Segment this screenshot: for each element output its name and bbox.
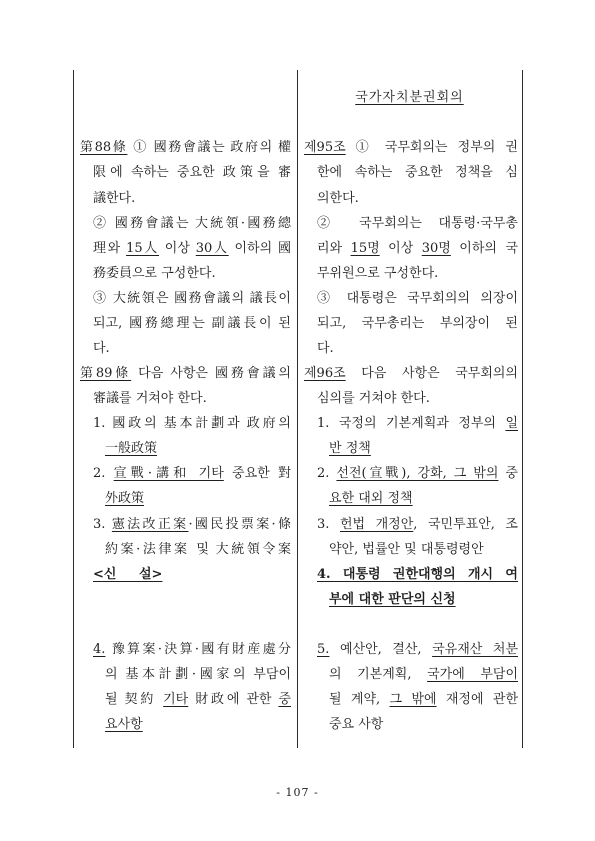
- text-line: [304, 712, 518, 737]
- article-96-label: 제96조: [304, 366, 346, 382]
- text-line: [304, 311, 518, 336]
- line-text: 이상: [158, 240, 196, 256]
- text-line: [80, 461, 291, 486]
- text-line: [304, 211, 518, 236]
- line-text: 다.: [93, 341, 110, 357]
- line-text: 한에 속하는 중요한 정책을 심: [317, 165, 518, 181]
- text-line: [80, 286, 291, 311]
- line-text: 예산안, 결산,: [329, 641, 433, 657]
- text-line: [80, 687, 291, 712]
- blank-line: [80, 587, 291, 612]
- line-text: , 국민투표안, 조: [413, 516, 518, 532]
- text-line: [80, 512, 291, 537]
- line-text: 이하의 국: [450, 240, 518, 256]
- text-line: [80, 336, 291, 361]
- line-text: 議한다.: [93, 190, 136, 206]
- amended-text: 15人: [126, 240, 159, 256]
- line-text: ③ 대통령은 국무회의의 의장이: [317, 290, 518, 306]
- proposed-text-column: [304, 135, 518, 737]
- line-text: ② 국무회의는 대통령·국무총: [317, 215, 518, 231]
- amended-text: 一般政策: [105, 441, 158, 457]
- text-line: [80, 562, 291, 587]
- text-line: [80, 411, 291, 436]
- amended-text: 국가에 부담이: [427, 667, 519, 683]
- text-line: [304, 236, 518, 261]
- text-line: [304, 687, 518, 712]
- amended-text: 30人: [195, 240, 229, 256]
- line-text: ·國民投票案·條: [188, 516, 291, 532]
- text-line: [80, 361, 291, 386]
- article-95-label: 제95조: [304, 140, 346, 156]
- amended-text: 30명: [421, 240, 451, 256]
- line-text: 1. 國政의 基本計劃과 政府의: [93, 416, 291, 432]
- text-line: [304, 537, 518, 562]
- line-text: 豫算案·決算·國有財産處分: [105, 641, 291, 657]
- text-line: [304, 637, 518, 662]
- text-line: [304, 587, 518, 612]
- new-provision-marker: <신 설>: [93, 566, 163, 582]
- amended-text: 선전(宣戰), 강화, 그 밖의: [336, 466, 499, 482]
- line-text: 리와: [317, 240, 351, 256]
- text-line: [80, 637, 291, 662]
- text-line: [304, 261, 518, 286]
- text-line: [304, 160, 518, 185]
- text-line: [80, 135, 291, 160]
- line-text: 재정에 관한: [436, 692, 519, 708]
- amended-text: 憲法改正案: [111, 516, 189, 532]
- line-text: 3.: [317, 516, 340, 532]
- text-line: [304, 562, 518, 587]
- amended-text: 그 밖에: [389, 692, 437, 708]
- right-column-header: 국가자치분권회의: [355, 89, 464, 105]
- amended-text: 4.: [93, 641, 106, 657]
- amended-text: 중: [278, 692, 291, 708]
- line-text: 務委員으로 구성한다.: [93, 265, 216, 281]
- text-line: [80, 436, 291, 461]
- text-line: [80, 662, 291, 687]
- text-line: [304, 436, 518, 461]
- line-text: 3.: [93, 516, 112, 532]
- text-line: [304, 461, 518, 486]
- line-text: 約案·法律案 및 大統領令案: [105, 541, 291, 557]
- line-text: 될 계약,: [329, 692, 390, 708]
- line-text: ① 국무회의는 정부의 권: [345, 140, 518, 156]
- line-text: 무위원으로 구성한다.: [317, 265, 439, 281]
- new-item-text: 4. 대통령 권한대행의 개시 여: [317, 566, 518, 582]
- text-line: [80, 386, 291, 411]
- article-88-label: 第88條: [80, 140, 128, 156]
- line-text: 1. 국정의 기본계획과 정부의: [317, 416, 506, 432]
- line-text: 다.: [317, 341, 334, 357]
- new-item-text: 부에 대한 판단의 신청: [329, 591, 456, 607]
- line-text: 限에 속하는 중요한 政策을 審: [93, 165, 291, 181]
- line-text: 財政에 관한: [188, 692, 279, 708]
- table-border-left: [73, 70, 74, 748]
- amended-text: 국유재산 처분: [432, 641, 519, 657]
- line-text: 審議를 거쳐야 한다.: [93, 391, 207, 407]
- line-text: 이하의 國: [228, 240, 291, 256]
- line-text: 理와: [93, 240, 127, 256]
- amended-text: 요사항: [105, 717, 143, 733]
- text-line: [304, 386, 518, 411]
- blank-line: [304, 612, 518, 637]
- line-text: 중요한 對: [223, 466, 291, 482]
- amended-text: 5.: [317, 641, 330, 657]
- text-line: [80, 211, 291, 236]
- text-line: [80, 537, 291, 562]
- article-89-label: 第89條: [80, 366, 132, 382]
- line-text: 의 基本計劃·國家의 부담이: [105, 667, 291, 683]
- amended-text: 15명: [350, 240, 380, 256]
- text-line: [304, 411, 518, 436]
- amended-text: 外政策: [105, 491, 145, 507]
- text-line: [304, 336, 518, 361]
- line-text: 이상: [379, 240, 422, 256]
- text-line: [80, 486, 291, 511]
- amended-text: 기타: [163, 692, 189, 708]
- text-line: [80, 712, 291, 737]
- line-text: 다음 사항은 國務會議의: [131, 366, 291, 382]
- amended-text: 일: [505, 416, 518, 432]
- text-line: [80, 186, 291, 211]
- text-line: [304, 135, 518, 160]
- line-text: 중요 사항: [329, 717, 384, 733]
- amended-text: 宣戰·講和 기타: [113, 466, 224, 482]
- amended-text: 반 정책: [329, 441, 371, 457]
- line-text: 의 기본계획,: [329, 667, 428, 683]
- text-line: [304, 286, 518, 311]
- line-text: ② 國務會議는 大統領·國務總: [93, 215, 291, 231]
- text-line: [304, 486, 518, 511]
- line-text: 될 契約: [105, 692, 164, 708]
- amended-text: 헌법 개정안: [339, 516, 414, 532]
- page-number: - 107 -: [276, 786, 319, 799]
- text-line: [304, 186, 518, 211]
- text-line: [80, 261, 291, 286]
- column-divider: [297, 70, 298, 748]
- table-border-right: [522, 70, 523, 748]
- line-text: ③ 大統領은 國務會議의 議長이: [93, 290, 291, 306]
- line-text: 심의를 거쳐야 한다.: [317, 391, 430, 407]
- text-line: [80, 311, 291, 336]
- current-text-column: [80, 135, 291, 737]
- text-line: [80, 236, 291, 261]
- line-text: 중: [498, 466, 518, 482]
- text-line: [304, 361, 518, 386]
- line-text: 약안, 법률안 및 대통령령안: [329, 541, 484, 557]
- line-text: 의한다.: [317, 190, 359, 206]
- text-line: [80, 160, 291, 185]
- line-text: 되고, 국무총리는 부의장이 된: [317, 315, 518, 331]
- line-text: 2.: [93, 466, 114, 482]
- text-line: [304, 662, 518, 687]
- line-text: 다음 사항은 국무회의의: [345, 366, 518, 382]
- line-text: 2.: [317, 466, 337, 482]
- line-text: ① 國務會議는 政府의 權: [127, 140, 291, 156]
- text-line: [304, 512, 518, 537]
- line-text: 되고, 國務總理는 副議長이 된: [93, 315, 291, 331]
- blank-line: [80, 612, 291, 637]
- amended-text: 요한 대외 정책: [329, 491, 413, 507]
